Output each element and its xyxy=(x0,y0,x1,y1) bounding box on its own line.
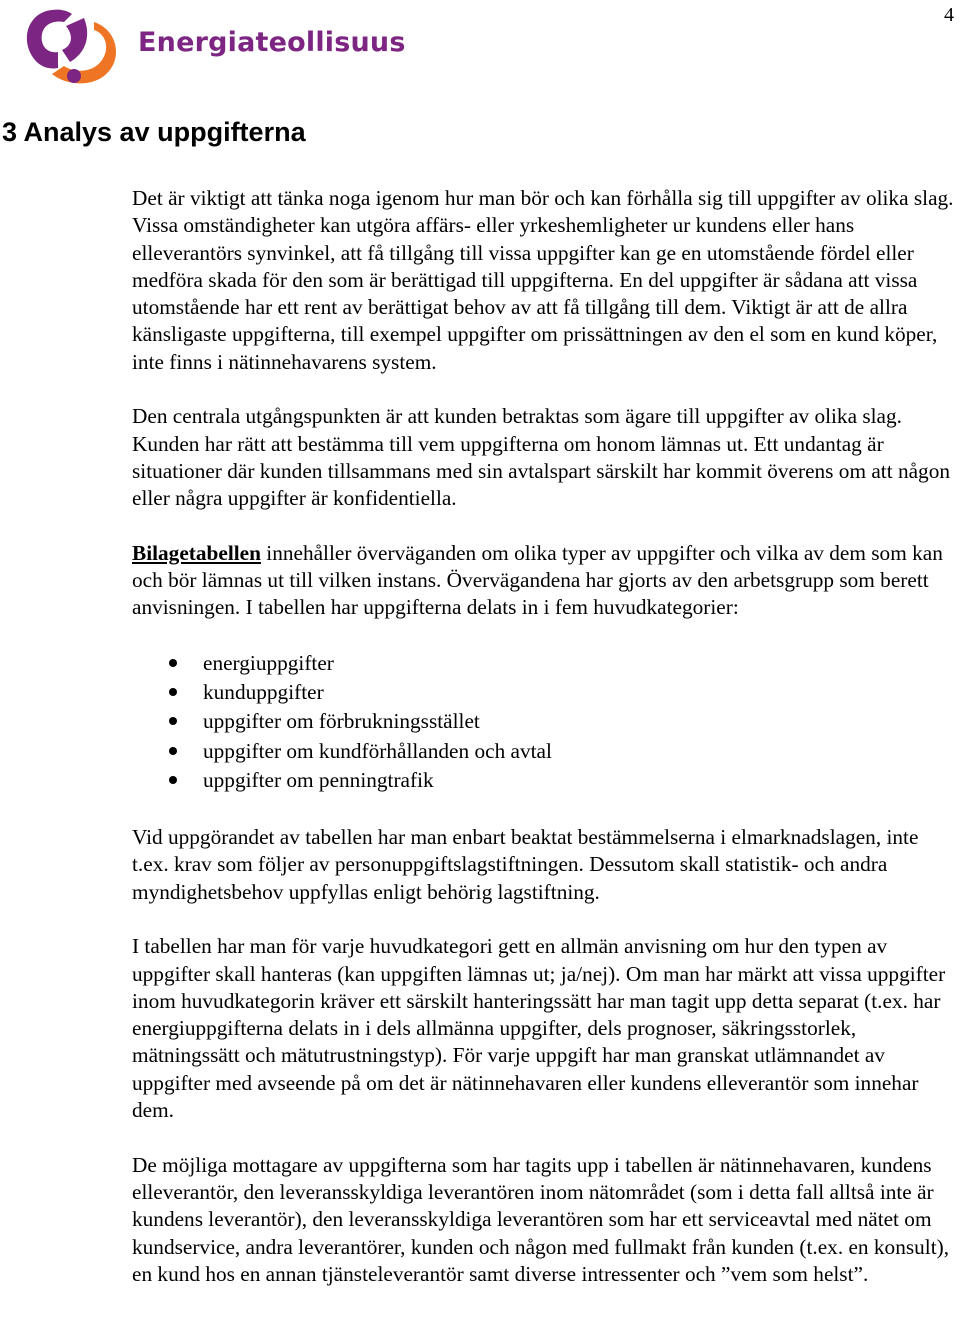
main-content xyxy=(132,185,954,1315)
list-item: uppgifter om kundförhållanden och avtal xyxy=(132,737,954,766)
paragraph-1: Det är viktigt att tänka noga igenom hur man bör och kan förhålla sig till uppgifter av olika slag. Vissa omständigheter kan utgöra affärs- eller yrkeshemligheter ur kundens eller hans elleverantörs synvinkel, att få tillgång till vissa uppgifter kan ge en utomstående fördel eller medföra skada för den som är berättigad till uppgifterna. En del uppgifter är sådana att vissa utomstående har ett rent av berättigat behov av att få tillgång till dem. Viktigt är att de allra känsligaste uppgifterna, till exempel uppgifter om prissättningen av den el som en kund köper, inte finns i nätinnehavarens system. xyxy=(132,186,954,374)
logo-wordmark: Energiateollisuus xyxy=(138,26,406,58)
paragraph-3 xyxy=(132,540,954,622)
paragraph-2: Den centrala utgångspunkten är att kunden betraktas som ägare till uppgifter av olika slag. Kunden har rätt att bestämma till vem uppgifterna om honom lämnas ut. Ett undantag är situationer där kunden tillsammans med sin avtalspart särskilt har kommit överens om att någon eller några uppgifter är konfidentiella. xyxy=(132,404,950,511)
paragraph-4: Vid uppgörandet av tabellen har man enbart beaktat bestämmelserna i elmarknadslagen, inte t.ex. krav som följer av personuppgiftslagstiftningen. Dessutom skall statistik- och andra myndighetsbehov uppfyllas enligt behörig lagstiftning. xyxy=(132,825,919,904)
paragraph-5: I tabellen har man för varje huvudkategori gett en allmän anvisning om hur den typen av uppgifter skall hanteras (kan uppgiften lämnas ut; ja/nej). Om man har märkt att vissa uppgifter inom huvudkategorin kräver ett särskilt hanteringssätt har man tagit upp detta separat (t.ex. har energiuppgifterna delats in i dels allmänna uppgifter, dels prognoser, säkringsstorlek, mätningssätt och mätutrustningstyp). För varje uppgift har man granskat utlämnandet av uppgifter med avseende på om det är nätinnehavaren eller kundens elleverantör som innehar dem. xyxy=(132,934,946,1123)
section-heading: 3 Analys av uppgifterna xyxy=(2,117,306,147)
list-item: uppgifter om penningtrafik xyxy=(132,766,954,795)
bilagetabellen-link[interactable]: Bilagetabellen xyxy=(132,540,261,565)
paragraph-6: De möjliga mottagare av uppgifterna som har tagits upp i tabellen är nätinnehavaren, kundens elleverantör, den leveransskyldiga leverantören inom nätområdet (som i detta fall alltså inte är kundens leverantör), den leveransskyldiga leverantören som har ett serviceavtal med nätet om kundservice, andra leverantörer, kunden och någon med fullmakt från kunden (t.ex. en konsult), en kund hos en annan tjänsteleverantör samt diverse intressenter och ”vem som helst”. xyxy=(132,1152,950,1286)
paragraph-3-text: innehåller överväganden om olika typer av uppgifter och vilka av dem som kan och bör lämnas ut till vilken instans. Övervägandena har gjorts av den arbetsgrupp som berett anvisningen. I tabellen har uppgifterna delats in i fem huvudkategorier: xyxy=(132,540,943,620)
page-number: 4 xyxy=(944,4,954,26)
list-item: kunduppgifter xyxy=(132,678,954,707)
list-item: energiuppgifter xyxy=(132,649,954,678)
company-logo xyxy=(22,4,406,84)
category-list xyxy=(132,649,954,795)
logo-mark-icon xyxy=(22,4,120,84)
list-item: uppgifter om förbrukningsstället xyxy=(132,707,954,736)
